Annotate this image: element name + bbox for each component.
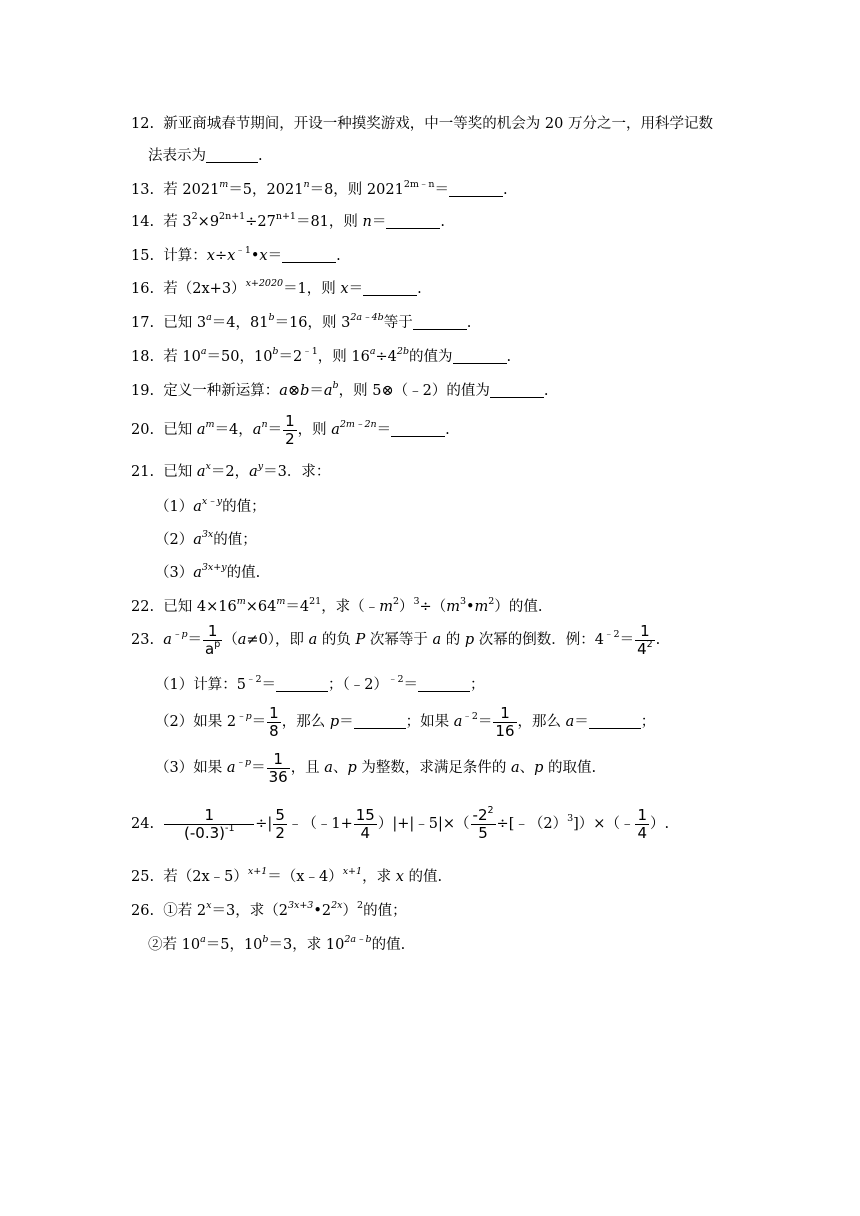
fraction-1-over-36: $\frac{1}{36}$ xyxy=(268,749,288,786)
answer-blank[interactable] xyxy=(276,677,328,692)
answer-blank[interactable] xyxy=(386,214,440,229)
fraction-1-over-4: $\frac{1}{4}$ xyxy=(637,805,647,842)
question-24: 24. $\frac{1}{(-0.3)^{-1}}$ ÷| $\frac{5}{2}$ ﹣（﹣1+ $\frac{15}{4}$ ）|+|﹣5|×（ $\frac{-2^2}{5}$ $\div[﹣(2)^3])\times(﹣$ $\frac{1}{4}$ ）. xyxy=(131,804,670,842)
question-26-part2: ②若 $10^a=5$，$10^b=3$，求 $10^{2a﹣b}$的值. xyxy=(148,934,406,953)
answer-blank[interactable] xyxy=(206,148,258,163)
answer-blank[interactable] xyxy=(391,422,445,437)
question-12: 12. 新亚商城春节期间，开设一种摸奖游戏，中一等奖的机会为 20 万分之一，用科学记数 xyxy=(131,116,713,132)
question-22: 22. 已知 $4\times 16^m\times 64^m=4^{21}$，求$(﹣m^2)^3\div(m^3•m^2)$的值. xyxy=(131,596,543,615)
question-21-part3: $(3)a^{3x+y}$的值. xyxy=(155,562,261,581)
answer-blank[interactable] xyxy=(354,714,406,729)
question-18: 18. 若 $10^a=50$，$10^b=2^{﹣1}$，则 $16^a\div 4^{2b}$的值为 . xyxy=(131,346,512,365)
question-19: 19. 定义一种新运算：$a\otimes b=a^b$，则 5⊗（﹣2）的值为 . xyxy=(131,380,549,399)
circled-1: ① xyxy=(163,903,178,919)
answer-blank[interactable] xyxy=(413,315,467,330)
question-23-part2: （2）如果 $2^{﹣p}=$ $\frac{1}{8}$ ，那么 p＝ ；如果 $a^{﹣2}=$ $\frac{1}{16}$ ，那么 a＝ ； xyxy=(155,703,656,740)
question-21-part1: $(1)a^{x﹣y}$的值； xyxy=(155,496,266,515)
fraction-1-over-neg-0-3-inverse: $\frac{1}{(-0.3)^{-1}}$ xyxy=(164,807,254,842)
answer-blank[interactable] xyxy=(449,182,503,197)
fraction-neg-2-squared-over-5: $\frac{-2^2}{5}$ xyxy=(472,804,494,842)
answer-blank[interactable] xyxy=(490,383,544,398)
question-20: 20. 已知 $a^m=4$，$a^n=$ $\frac{1}{2}$ ，则 $a^{2m﹣2n}=$ . xyxy=(131,411,450,448)
fraction-1-over-16: $\frac{1}{16}$ xyxy=(495,703,515,740)
fraction-1-over-a-p: $\frac{1}{a^p}$ xyxy=(205,621,221,658)
question-13: 13. 若 $2021^m=5$，$2021^n=8$，则 $2021^{2m﹣n}=$ . xyxy=(131,179,508,198)
question-23-part3: （3）如果 $a^{﹣p}=$ $\frac{1}{36}$ ，且 a、p 为整数，求满足条件的 a、p 的取值. xyxy=(155,749,597,786)
answer-blank[interactable] xyxy=(589,714,641,729)
question-14: 14. 若 $3^2\times 9^{2n+1}\div 27^{n+1}=81$，则 n＝ . xyxy=(131,211,445,230)
question-23: 23. $a^{﹣p}=$ $\frac{1}{a^p}$ （a≠0），即 a 的负 P 次幂等于 a 的 p 次幂的倒数．例：$4^{﹣2}=$ $\frac{1}{4^2}$ . xyxy=(131,621,661,658)
question-25: 25. 若（2x﹣5）$^{x+1}$＝（x﹣4）$^{x+1}$，求 x 的值. xyxy=(131,866,443,885)
question-16: 16. 若$(2x+3)^{x+2020}=1$，则 x＝ . xyxy=(131,278,422,297)
question-17: 17. 已知 $3^a=4$，$81^b=16$，则 $3^{2a﹣4b}$等于 . xyxy=(131,312,472,331)
question-21: 21. 已知 $a^x=2$，$a^y=3$．求： xyxy=(131,461,331,480)
question-26: 26. ①若 $2^x=3$，求$(2^{3x+3}•2^{2x})^2$的值； xyxy=(131,900,407,919)
question-23-part1: （1）计算：$5^{﹣2}=$ ；（﹣2）$^{﹣2}$＝ ； xyxy=(155,674,485,693)
question-21-part2: $(2)a^{3x}$的值； xyxy=(155,529,257,548)
question-15: 15. 计算：$x\div x^{﹣1}•x=$ . xyxy=(131,245,341,264)
fraction-15-over-4: $\frac{15}{4}$ xyxy=(355,805,375,842)
fraction-one-half: $\frac{1}{2}$ xyxy=(285,411,295,448)
fraction-1-over-8: $\frac{1}{8}$ xyxy=(269,703,279,740)
question-12-line2: 法表示为 . xyxy=(148,148,263,164)
fraction-5-over-2: $\frac{5}{2}$ xyxy=(275,805,285,842)
fraction-1-over-4-squared: $\frac{1}{4^2}$ xyxy=(637,621,653,658)
circled-2: ② xyxy=(148,937,163,953)
answer-blank[interactable] xyxy=(418,677,470,692)
answer-blank[interactable] xyxy=(282,248,336,263)
answer-blank[interactable] xyxy=(453,349,507,364)
answer-blank[interactable] xyxy=(363,281,417,296)
